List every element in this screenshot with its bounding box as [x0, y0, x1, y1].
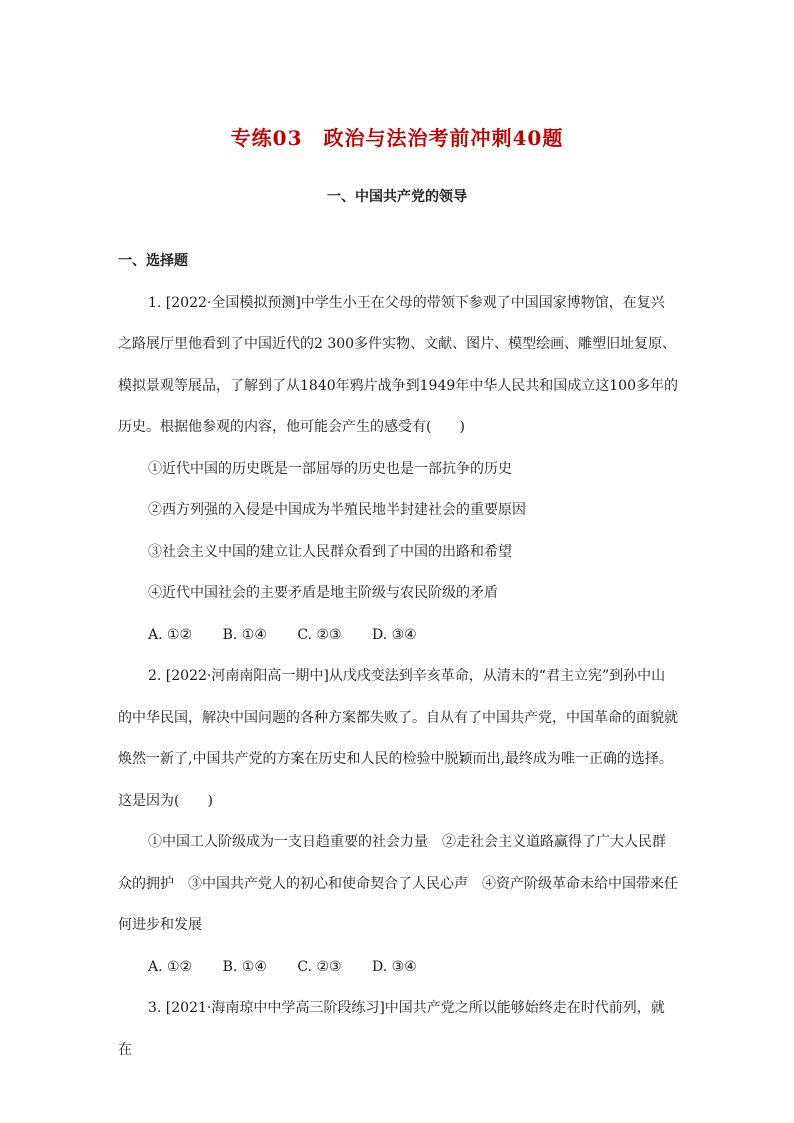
- question-1-choice-b: B. ①④: [222, 626, 267, 643]
- question-3-stem: 3. [2021·海南琼中中学高三阶段练习]中国共产党之所以能够始终走在时代前列，就在: [118, 1000, 665, 1058]
- question-2-stem: 2. [2022·河南南阳高一期中]从戊戌变法到辛亥革命，从清末的“君主立宪”到孙中山的中华民国，解决中国问题的各种方案都失败了。自从有了中国共产党，中国革命的面貌就焕然一新了,中国共产党的方案在历史和人民的检验中脱颖而出,最终成为唯一正确的选择。这是因为( ): [118, 668, 678, 809]
- question-2-choices: [118, 947, 678, 989]
- question-2-choice-c: C. ②③: [297, 958, 342, 975]
- question-2-choice-b: B. ①④: [222, 958, 267, 975]
- section-title: 一、中国共产党的领导: [327, 189, 467, 205]
- document-body: [118, 241, 678, 1071]
- question-2-choice-d: D. ③④: [372, 958, 417, 975]
- question-1-choice-d: D. ③④: [372, 626, 417, 643]
- question-1-option-2: ②西方列强的入侵是中国成为半殖民地半封建社会的重要原因: [148, 502, 526, 518]
- question-1-option-4: ④近代中国社会的主要矛盾是地主阶级与农民阶级的矛盾: [148, 585, 498, 601]
- question-2-choice-a: A. ①②: [148, 958, 193, 975]
- question-1-option-3: ③社会主义中国的建立让人民群众看到了中国的出路和希望: [148, 543, 512, 560]
- part-heading: 一、选择题: [118, 253, 188, 269]
- question-1-choice-a: A. ①②: [148, 626, 193, 643]
- question-1-choices: [118, 615, 678, 657]
- question-1-option-1: ①近代中国的历史既是一部屈辱的历史也是一部抗争的历史: [148, 460, 512, 477]
- question-1-stem: 1. [2022·全国模拟预测]中学生小王在父母的带领下参观了中国国家博物馆，在复兴之路展厅里他看到了中国近代的2 300多件实物、文献、图片、模型绘画、雕塑旧址复原、模拟景观等展品，了解到了从1840年鸦片战争到1949年中华人民共和国成立这100多年的历史。根据他参观的内容，他可能会产生的感受有( ): [118, 294, 678, 435]
- document-title: 专练03 政治与法治考前冲刺40题: [230, 126, 564, 150]
- question-2-options: ①中国工人阶级成为一支日趋重要的社会力量 ②走社会主义道路赢得了广大人民群众的拥护 ③中国共产党人的初心和使命契合了人民心声 ④资产阶级革命未给中国带来任何进步和发展: [118, 834, 678, 933]
- question-1-choice-c: C. ②③: [297, 626, 342, 643]
